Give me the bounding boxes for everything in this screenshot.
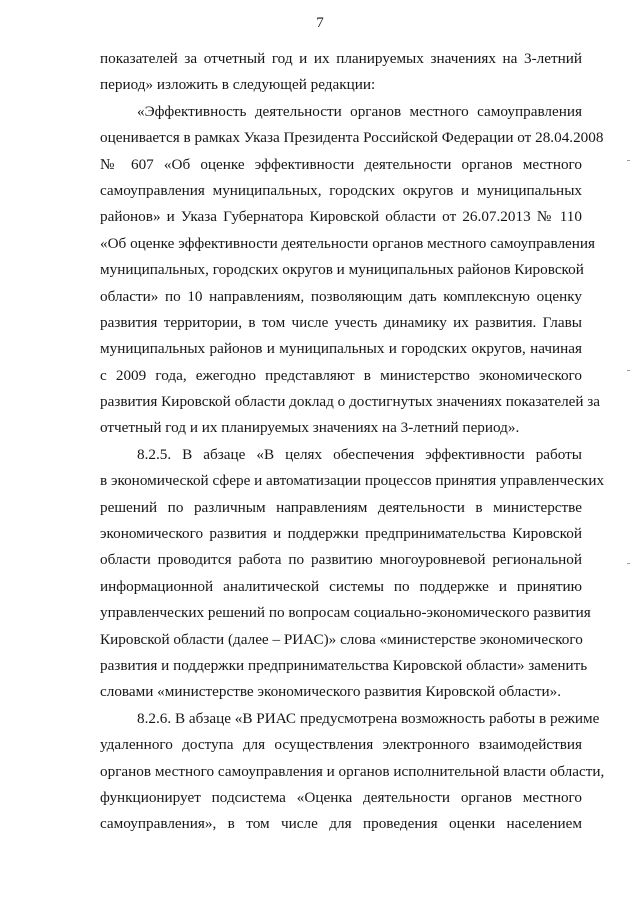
- text-line: Кировской области (далее – РИАС)» слова «министерстве экономического: [100, 630, 583, 648]
- text-line: самоуправления», в том числе для проведения оценки населением: [100, 815, 582, 833]
- text-line: «Эффективность деятельности органов местного самоуправления: [137, 102, 582, 120]
- paragraph-continuation: [100, 46, 582, 99]
- paragraph-8-2-6: [100, 706, 605, 838]
- scan-speck: [627, 370, 630, 371]
- text-line: информационной аналитической системы по поддержке и принятию: [100, 577, 582, 595]
- scan-speck: [627, 160, 630, 161]
- text-line: 8.2.5. В абзаце «В целях обеспечения эффективности работы: [137, 445, 582, 463]
- text-line: в экономической сфере и автоматизации процессов принятия управленческих: [100, 472, 605, 490]
- text-line: экономического развития и поддержки предпринимательства Кировской: [100, 525, 582, 543]
- text-line: 8.2.6. В абзаце «В РИАС предусмотрена возможность работы в режиме: [137, 709, 600, 727]
- text-line: области» по 10 направлениям, позволяющим дать комплексную оценку: [100, 287, 582, 305]
- text-line: оценивается в рамках Указа Президента Российской Федерации от 28.04.2008: [100, 129, 604, 147]
- document-body: [100, 46, 605, 838]
- text-line: удаленного доступа для осуществления электронного взаимодействия: [100, 736, 582, 754]
- text-line: № 607 «Об оценке эффективности деятельности органов местного: [100, 155, 582, 173]
- text-line: отчетный год и их планируемых значениях на 3-летний период».: [100, 419, 520, 437]
- text-line: «Об оценке эффективности деятельности органов местного самоуправления: [100, 234, 596, 252]
- text-line: муниципальных районов и муниципальных и городских округов, начиная: [100, 340, 582, 358]
- text-line: развития Кировской области доклад о достигнутых значениях показателей за: [100, 393, 601, 411]
- text-line: области проводится работа по развитию многоуровневой региональной: [100, 551, 582, 569]
- text-line: районов» и Указа Губернатора Кировской области от 26.07.2013 № 110: [100, 208, 582, 226]
- paragraph-quote: [100, 99, 604, 442]
- page-number: 7: [316, 15, 324, 31]
- text-line: показателей за отчетный год и их планируемых значениях на 3-летний: [100, 50, 582, 67]
- scan-speck: [627, 563, 630, 564]
- text-line: органов местного самоуправления и органов исполнительной власти области,: [100, 762, 605, 780]
- text-line: развития и поддержки предпринимательства Кировской области» заменить: [100, 656, 588, 674]
- text-line: решений по различным направлениям деятельности в министерстве: [100, 498, 582, 516]
- text-line: период» изложить в следующей редакции:: [100, 76, 376, 94]
- text-line: словами «министерстве экономического развития Кировской области».: [100, 683, 562, 701]
- text-line: развития территории, в том числе учесть динамику их развития. Главы: [100, 313, 582, 331]
- text-line: самоуправления муниципальных, городских округов и муниципальных: [100, 181, 582, 199]
- text-line: с 2009 года, ежегодно представляют в министерство экономического: [100, 366, 582, 384]
- text-line: управленческих решений по вопросам социально-экономического развития: [100, 604, 591, 622]
- text-line: муниципальных, городских округов и муниципальных районов Кировской: [100, 261, 584, 279]
- text-line: функционирует подсистема «Оценка деятельности органов местного: [100, 788, 582, 806]
- paragraph-8-2-5: [100, 442, 605, 706]
